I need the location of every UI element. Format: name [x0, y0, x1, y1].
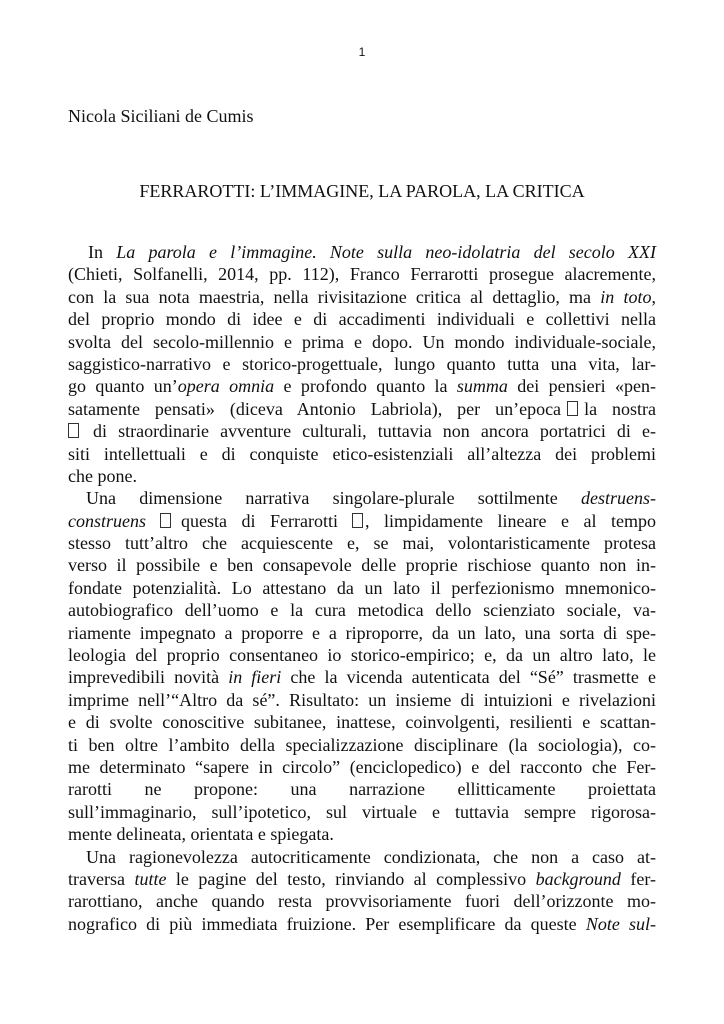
- text-line: e di svolte conoscitive subitanee, inattese, coinvolgenti, resilienti e scattan-: [68, 712, 656, 733]
- missing-glyph-box: [567, 401, 578, 416]
- missing-glyph-box: [352, 513, 363, 528]
- text-line: stesso tutt’altro che acquiescente e, se mai, volontaristicamente protesa: [68, 533, 656, 554]
- text-line: me determinato “sapere in circolo” (enciclopedico) e del racconto che Fer-: [68, 756, 656, 777]
- missing-glyph-box: [160, 513, 171, 528]
- text-line: imprevedibili novità in fieri che la vicenda autenticata del “Sé” trasmette e: [68, 667, 656, 688]
- text-line: traversa tutte le pagine del testo, rinviando al complessivo background fer-: [68, 868, 656, 889]
- text-line: nografico di più immediata fruizione. Per esemplificare da queste Note sul-: [68, 913, 656, 934]
- text-line: svolta del secolo-millennio e prima e dopo. Un mondo individuale-sociale,: [68, 331, 656, 352]
- text-line: mente delineata, orientata e spiegata.: [68, 824, 334, 845]
- text-line: go quanto un’opera omnia e profondo quanto la summa dei pensieri «pen-: [68, 376, 657, 397]
- text-line: leologia del proprio consentaneo io storico-empirico; e, da un altro lato, le: [68, 645, 656, 666]
- text-line: verso il possibile e ben consapevole delle proprie rischiose quanto non in-: [68, 555, 656, 576]
- text-line: rarottiano, anche quando resta provvisoriamente fuori dell’orizzonte mo-: [68, 891, 656, 912]
- text-line: riamente impegnato a proporre e a riproporre, da un lato, una sorta di spe-: [68, 622, 656, 643]
- author-name: Nicola Siciliani de Cumis: [68, 106, 254, 126]
- text-line: che pone.: [68, 465, 137, 486]
- text-line: saggistico-narrativo e storico-progettuale, lungo quanto tutta una vita, lar-: [68, 353, 656, 374]
- text-line: (Chieti, Solfanelli, 2014, pp. 112), Franco Ferrarotti prosegue alacremente,: [68, 264, 656, 285]
- text-line: ti ben oltre l’ambito della specializzazione disciplinare (la sociologia), co-: [68, 734, 656, 755]
- text-line: sull’immaginario, sull’ipotetico, sul virtuale e tuttavia sempre rigorosa-: [68, 801, 656, 822]
- text-line: di straordinarie avventure culturali, tuttavia non ancora portatrici di e-: [68, 420, 656, 442]
- text-line: con la sua nota maestria, nella rivisitazione critica al dettaglio, ma in toto,: [68, 286, 656, 307]
- text-line: rarotti ne propone: una narrazione ellitticamente proiettata: [68, 779, 656, 800]
- text-line: siti intellettuali e di conquiste etico-esistenziali all’altezza dei problemi: [68, 443, 656, 464]
- text-line: autobiografico dell’uomo e la cura metodica dello scienziato sociale, va-: [68, 600, 656, 621]
- article-body: [68, 241, 656, 935]
- page-number: 1: [358, 45, 366, 59]
- missing-glyph-box: [68, 423, 79, 438]
- article-title: FERRAROTTI: L’IMMAGINE, LA PAROLA, LA CRITICA: [139, 181, 585, 201]
- text-line: construens questa di Ferrarotti , limpidamente lineare e al tempo: [68, 510, 656, 531]
- text-line: satamente pensati» (diceva Antonio Labriola), per un’epoca la nostra: [68, 398, 656, 419]
- text-line: Una ragionevolezza autocriticamente condizionata, che non a caso at-: [86, 846, 656, 867]
- text-line: Una dimensione narrativa singolare-plurale sottilmente destruens-: [86, 488, 656, 509]
- text-line: del proprio mondo di idee e di accadimenti individuali e collettivi nella: [68, 309, 656, 330]
- text-line: In La parola e l’immagine. Note sulla neo-idolatria del secolo XXI: [88, 242, 656, 262]
- text-line: fondate potenzialità. Lo attestano da un lato il perfezionismo mnemonico-: [68, 577, 656, 598]
- text-line: imprime nell’“Altro da sé”. Risultato: un insieme di intuizioni e rivelazioni: [68, 689, 656, 710]
